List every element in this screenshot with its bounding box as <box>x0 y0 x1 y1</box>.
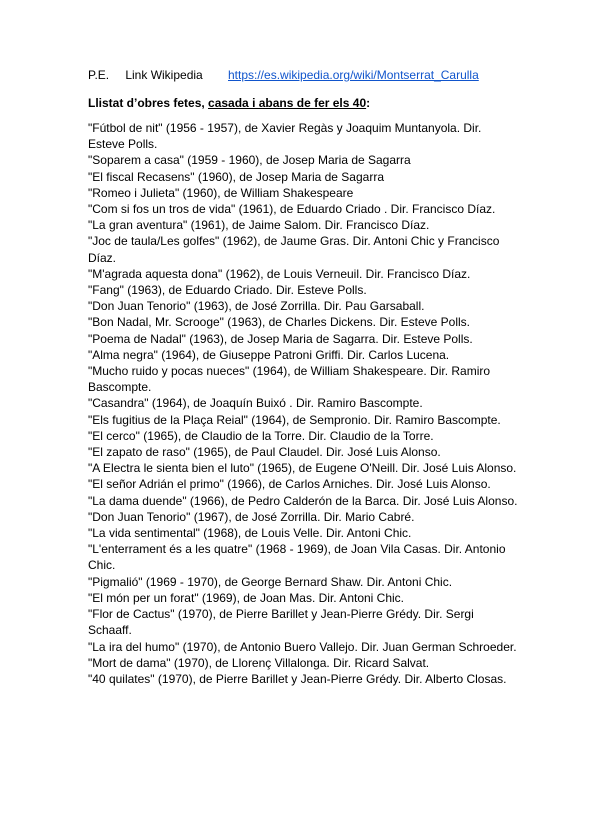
work-item: "La ira del humo" (1970), de Antonio Buero Vallejo. Dir. Juan German Schroeder. <box>88 639 517 654</box>
work-item: "Alma negra" (1964), de Giuseppe Patroni Griffi. Dir. Carlos Lucena. <box>88 347 450 362</box>
work-item: "Fútbol de nit" (1956 - 1957), de Xavier Regàs y Joaquim Muntanyola. Dir. Esteve Polls. <box>88 121 482 152</box>
work-item: "La dama duende" (1966), de Pedro Calderón de la Barca. Dir. José Luis Alonso. <box>88 493 518 508</box>
work-item: "Pigmalió" (1969 - 1970), de George Bernard Shaw. Dir. Antoni Chic. <box>88 574 453 589</box>
work-item: "Casandra" (1964), de Joaquín Buixó . Dir. Ramiro Bascompte. <box>88 396 423 411</box>
work-item: "La gran aventura" (1961), de Jaime Salom. Dir. Francisco Díaz. <box>88 218 430 233</box>
work-item: "Don Juan Tenorio" (1963), de José Zorrilla. Dir. Pau Garsaball. <box>88 299 425 314</box>
work-item: "M'agrada aquesta dona" (1962), de Louis Verneuil. Dir. Francisco Díaz. <box>88 266 471 281</box>
work-item: "Flor de Cactus" (1970), de Pierre Barillet y Jean-Pierre Grédy. Dir. Sergi Schaaff. <box>88 607 474 638</box>
wikipedia-link[interactable]: https://es.wikipedia.org/wiki/Montserrat_Carulla <box>228 68 479 82</box>
works-list <box>88 120 518 687</box>
work-item: "El fiscal Recasens" (1960), de Josep Maria de Sagarra <box>88 169 384 184</box>
work-item: "L'enterrament és a les quatre" (1968 - 1969), de Joan Vila Casas. Dir. Antonio Chic. <box>88 542 506 573</box>
heading-prefix: Llistat d’obres fetes, <box>88 96 209 110</box>
section-heading <box>88 96 532 111</box>
work-item: "El cerco" (1965), de Claudio de la Torre. Dir. Claudio de la Torre. <box>88 428 434 443</box>
work-item: "A Electra le sienta bien el luto" (1965), de Eugene O'Neill. Dir. José Luis Alonso. <box>88 461 517 476</box>
work-item: "40 quilates" (1970), de Pierre Barillet y Jean-Pierre Grédy. Dir. Alberto Closas. <box>88 671 507 686</box>
work-item: "Com si fos un tros de vida" (1961), de Eduardo Criado . Dir. Francisco Díaz. <box>88 202 496 217</box>
work-item: "Soparem a casa" (1959 - 1960), de Josep Maria de Sagarra <box>88 153 411 168</box>
work-item: "Bon Nadal, Mr. Scrooge" (1963), de Charles Dickens. Dir. Esteve Polls. <box>88 315 471 330</box>
work-item: "Don Juan Tenorio" (1967), de José Zorrilla. Dir. Mario Cabré. <box>88 509 415 524</box>
work-item: "La vida sentimental" (1968), de Louis Velle. Dir. Antoni Chic. <box>88 526 412 541</box>
work-item: "Els fugitius de la Plaça Reial" (1964), de Sempronio. Dir. Ramiro Bascompte. <box>88 412 501 427</box>
heading-underlined: casada i abans de fer els 40 <box>208 96 367 110</box>
heading-suffix: : <box>366 96 371 110</box>
work-item: "Mucho ruido y pocas nueces" (1964), de William Shakespeare. Dir. Ramiro Bascompte. <box>88 364 491 395</box>
work-item: "El zapato de raso" (1965), de Paul Claudel. Dir. José Luis Alonso. <box>88 445 441 460</box>
work-item: "El món per un forat" (1969), de Joan Mas. Dir. Antoni Chic. <box>88 590 405 605</box>
work-item: "Romeo i Julieta" (1960), de William Shakespeare <box>88 185 354 200</box>
pe-label: P.E. <box>88 68 110 82</box>
work-item: "Joc de taula/Les golfes" (1962), de Jaume Gras. Dir. Antoni Chic y Francisco Díaz. <box>88 234 500 265</box>
link-label: Link Wikipedia <box>125 68 203 82</box>
header-line <box>88 68 512 83</box>
work-item: "Poema de Nadal" (1963), de Josep Maria de Sagarra. Dir. Esteve Polls. <box>88 331 473 346</box>
work-item: "Fang" (1963), de Eduardo Criado. Dir. Esteve Polls. <box>88 283 367 298</box>
work-item: "El señor Adrián el primo" (1966), de Carlos Arniches. Dir. José Luis Alonso. <box>88 477 491 492</box>
work-item: "Mort de dama" (1970), de Llorenç Villalonga. Dir. Ricard Salvat. <box>88 655 430 670</box>
